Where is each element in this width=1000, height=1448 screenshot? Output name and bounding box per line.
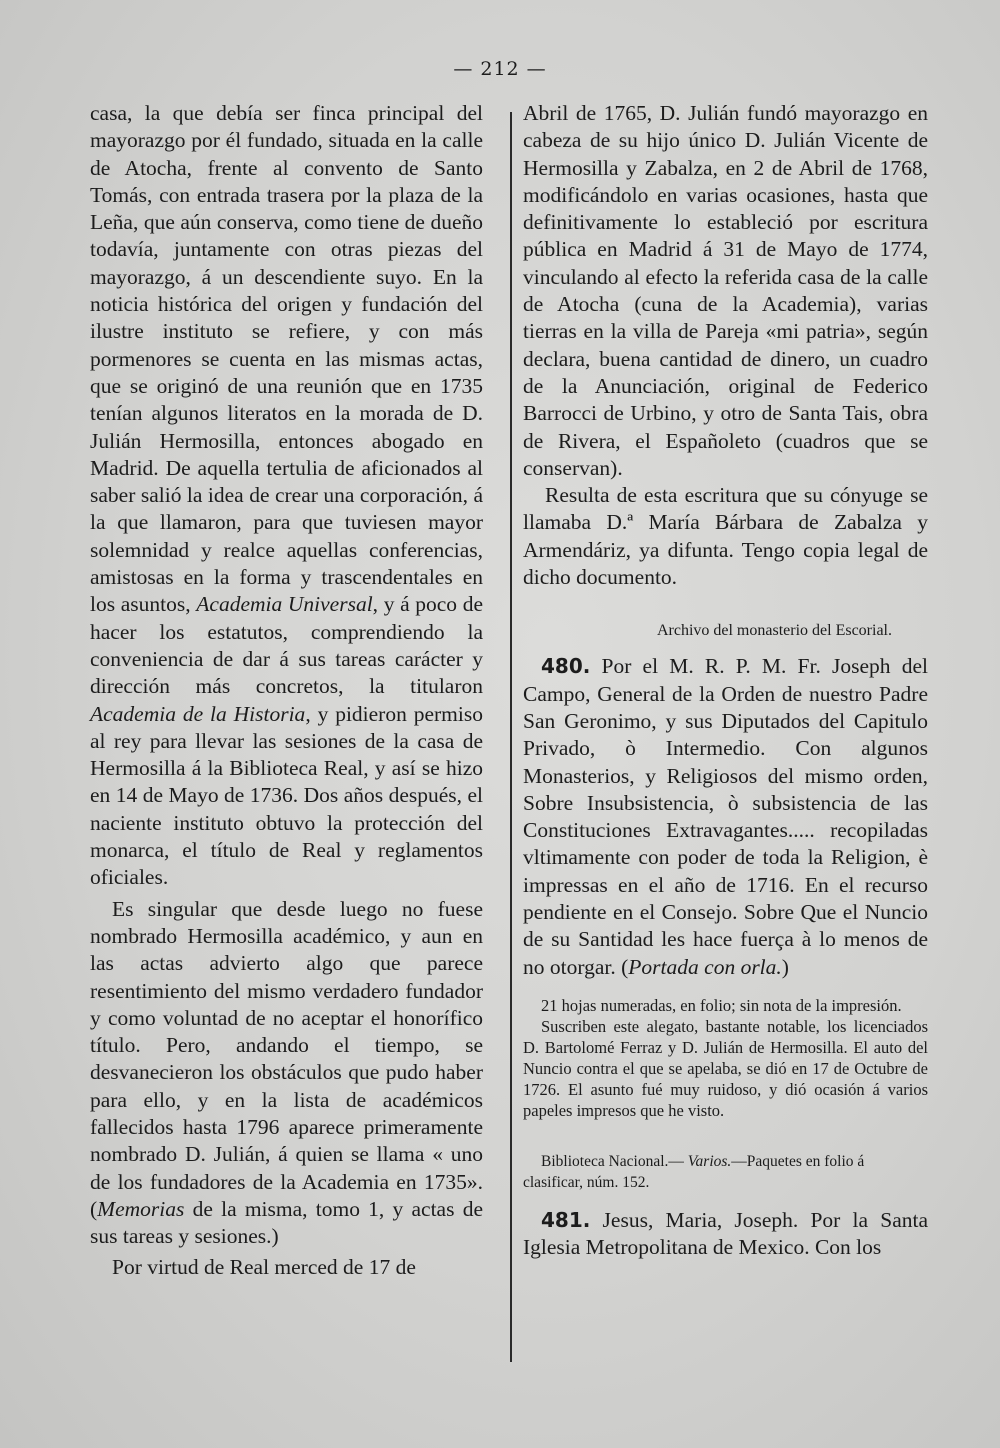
italic-title: Varios.: [687, 1152, 732, 1170]
right-column: [523, 100, 928, 1262]
italic-title: Academia de la Historia: [90, 701, 306, 726]
text-run: Jesus, Maria, Joseph. Por la Santa Iglesia Metropolitana de Mexico. Con los: [523, 1207, 928, 1260]
entry-number: 481.: [541, 1207, 591, 1232]
source-citation: [523, 1151, 928, 1193]
text-run: ): [781, 954, 789, 979]
catalog-entry: [523, 653, 928, 981]
paragraph: Abril de 1765, D. Julián fundó mayorazgo en cabeza de su hijo único D. Julián Vicente de Hermosilla y Zabalza, en 2 de Abril de 1768, modificándolo en varias ocasiones, hasta que definitivamente lo estableció por escritura pública en Madrid á 31 de Mayo de 1774, vinculando al efecto la referida casa de la calle de Atocha (cuna de la Academia), varias tierras en la villa de Pareja «mi patria», según declara, buena cantidad de dinero, un cuadro de la Anunciación, original de Federico Barrocci de Urbino, y otro de Santa Tais, obra de Rivera, el Españoleto (cuadros que se conservan).: [523, 101, 928, 480]
italic-title: Memorias: [97, 1196, 185, 1221]
left-column: [90, 100, 483, 1282]
page-number: — 212 —: [453, 58, 547, 80]
text-run: casa, la que debía ser finca principal del mayorazgo por él fundado, situada en la calle de Atocha, frente al convento de Santo Tomás, con entrada trasera por la plaza de la Leña, que aún conserva, como tiene de dueño todavía, juntamente con otras piezas del mayorazgo, á un descendiente suyo. En la noticia histórica del origen y fundación del ilustre instituto se refiere, y con más pormenores se cuenta en las mismas actas, que se originó de una reunión que en 1735 tenían algunos literatos en la morada de D. Julián Hermosilla, entonces abogado en Madrid. De aquella tertulia de aficionados al saber salió la idea de crear una corporación, á la que llamaron, para que tuviesen mayor solemnidad y realce aquellas conferencias, amistosas en la forma y trascendentales en los asuntos,: [90, 101, 483, 617]
text-run: de la misma, tomo 1, y actas de sus tareas y sesiones.): [90, 1196, 483, 1249]
text-run: Es singular que desde luego no fuese nombrado Hermosilla académico, y aun en las actas advierto algo que parece resentimiento del mismo verdadero fundador y como voluntad de no aceptar el honorífico título. Pero, andando el tiempo, se desvanecieron los obstáculos que pudo haber para ello, y en la lista de académicos fallecidos hasta 1796 aparece primeramente nombrado D. Julián, á quien se llama « uno de los fundadores de la Academia en 1735». (: [90, 896, 483, 1221]
source-citation: Archivo del monasterio del Escorial.: [656, 622, 892, 640]
text-run: , y á poco de hacer los estatutos, comprendiendo la conveniencia de dar á sus tareas carácter y dirección más concretos, la titularon: [90, 592, 483, 699]
entry-note: Suscriben este alegato, bastante notable, los licenciados D. Bartolomé Ferraz y D. Julián de Hermosilla. El auto del Nuncio contra el que se apelaba, se dió en 17 de Octubre de 1726. El asunto fué muy ruidoso, y dió ocasión á varios papeles impresos que he visto.: [523, 1016, 928, 1120]
italic-title: Academia Universal: [196, 592, 373, 617]
entry-note: 21 hojas numeradas, en folio; sin nota de la impresión.: [541, 995, 902, 1015]
paragraph: Resulta de esta escritura que su cónyuge se llamaba D.ª María Bárbara de Zabalza y Armendáriz, ya difunta. Tengo copia legal de dicho documento.: [523, 483, 928, 590]
text-run: —Paquetes en folio á clasificar, núm. 152.: [523, 1152, 865, 1191]
column-divider: [510, 112, 512, 1362]
paragraph: [90, 896, 483, 1251]
catalog-entry: [523, 1207, 928, 1262]
entry-number: 480.: [541, 654, 591, 679]
text-run: , y pidieron permiso al rey para llevar las sesiones de la casa de Hermosilla á la Biblioteca Real, y así se hizo en 14 de Mayo de 1736. Dos años después, el naciente instituto obtuvo la protección del monarca, el título de Real y reglamentos oficiales.: [90, 701, 483, 890]
italic-title: Portada con orla.: [628, 954, 782, 979]
paragraph: [90, 100, 483, 892]
text-run: Por el M. R. P. M. Fr. Joseph del Campo, General de la Orden de nuestro Padre San Geronimo, y sus Diputados del Capitulo Privado, ò Intermedio. Con algunos Monasterios, y Religiosos del mismo orden, Sobre Insubsistencia, ò subsistencia de las Constituciones Extravagantes..... recopiladas vltimamente con poder de toda la Religion, è impressas en el año de 1716. En el recurso pendiente en el Consejo. Sobre Que el Nuncio de su Santidad les hace fuerça à lo menos de no otorgar. (: [523, 654, 928, 979]
paragraph: Por virtud de Real merced de 17 de: [112, 1255, 416, 1280]
text-run: Biblioteca Nacional.—: [541, 1152, 688, 1170]
